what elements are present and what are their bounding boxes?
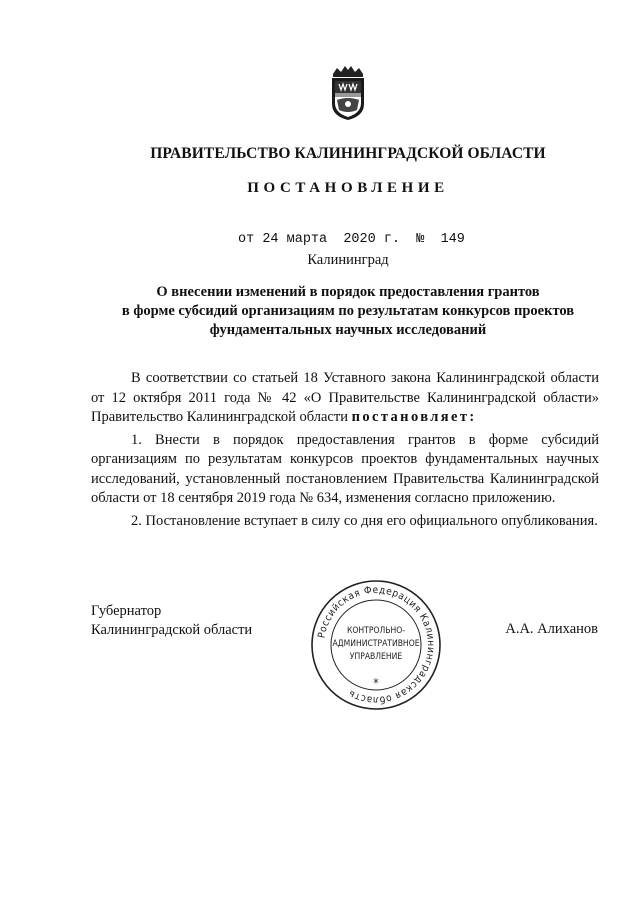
seal-star: * [373,676,379,690]
document-subject [94,283,602,340]
signatory-name: А.А. Алиханов [505,621,598,637]
resolves-colon: : [469,409,477,425]
preamble-text: В соответствии со статьей 18 Уставного закона Калининградской области от 12 октября 2011 года № 42 «О Правительстве Калининградской области» Правительство Калининградской области [91,370,599,425]
document-date: 24 марта [262,232,328,247]
document-city: Калининград [307,252,389,268]
date-prefix: от [238,232,255,247]
kaliningrad-coat-of-arms-icon [327,64,369,122]
signatory-position [91,602,311,640]
document-year: 2020 г. [343,232,401,247]
official-seal [306,575,446,715]
resolves-word: постановляет [351,409,470,425]
document-number: 149 [440,232,465,247]
position-line: Калининградской области [91,622,253,638]
item-paragraph-2: 2. Постановление вступает в силу со дня его официального опубликования. [131,512,598,529]
document-body [91,369,599,534]
subject-line: О внесении изменений в порядок предоставления грантов [156,284,540,300]
date-number-line [238,232,498,247]
preamble-paragraph [91,369,599,428]
seal-line-3: УПРАВЛЕНИЕ [349,652,403,662]
position-line: Губернатор [91,603,162,619]
item-paragraph-1: 1. Внести в порядок предоставления грантов в форме субсидий организациям по результатам конкурсов проектов фундаментальных научных исследований, установленный постановлением Правительства Калининградской области от 18 сентября 2019 года № 634, изменения согласно приложению. [91,431,599,506]
number-sign: № [416,232,425,247]
seal-line-1: КОНТРОЛЬНО- [346,626,406,636]
seal-line-2: АДМИНИСТРАТИВНОЕ [332,639,420,649]
subject-line: в форме субсидий организациям по результатам конкурсов проектов [121,303,575,319]
subject-line: фундаментальных научных исследований [209,322,487,338]
seal-ring-text: Российская Федерация Калининградская область [316,584,437,706]
document-kind: ПОСТАНОВЛЕНИЕ [247,180,449,196]
government-title: ПРАВИТЕЛЬСТВО КАЛИНИНГРАДСКОЙ ОБЛАСТИ [150,145,546,162]
